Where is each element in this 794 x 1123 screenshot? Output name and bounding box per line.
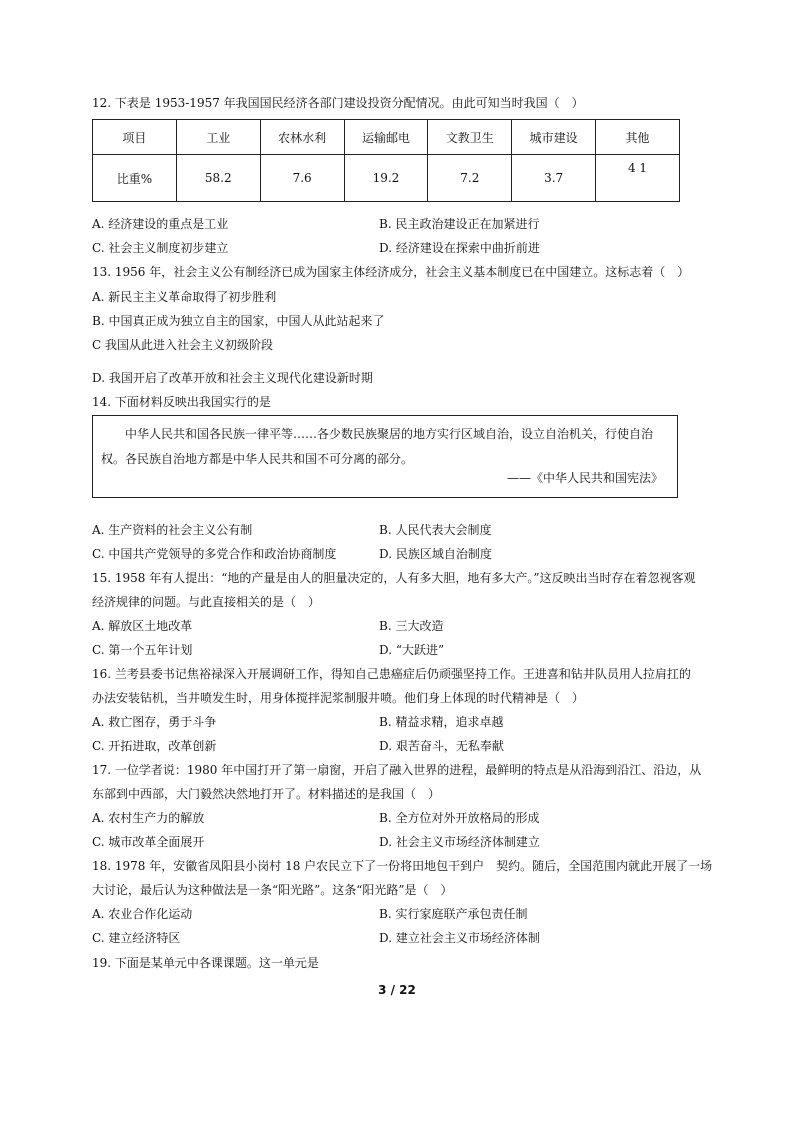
option-a: A. 农村生产力的解放 xyxy=(92,811,205,825)
option-d: D. 建立社会主义市场经济体制 xyxy=(379,931,540,945)
table-cell: 7.2 xyxy=(428,155,512,202)
question-16-stem-cont: 办法安装钻机，当井喷发生时，用身体搅拌泥浆制服井喷。他们身上体现的时代精神是（ ） xyxy=(92,691,585,705)
question-14-stem: 14. 下面材料反映出我国实行的是 xyxy=(92,395,271,409)
option-b: B. 精益求精，追求卓越 xyxy=(379,715,504,729)
question-13-stem: 13. 1956 年，社会主义公有制经济已成为国家主体经济成分，社会主义基本制度已在中国建立。这标志着（ ） xyxy=(92,265,690,279)
option-b: B. 全方位对外开放格局的形成 xyxy=(379,811,540,825)
option-a: A. 救亡图存，勇于斗争 xyxy=(92,715,217,729)
option-b: B. 民主政治建设正在加紧进行 xyxy=(379,217,540,231)
option-d: D. 民族区域自治制度 xyxy=(379,547,492,561)
option-a: A. 新民主主义革命取得了初步胜利 xyxy=(92,290,277,304)
table-header-cell: 运输邮电 xyxy=(344,120,428,155)
page-number: 3 / 22 xyxy=(378,983,416,997)
option-b: B. 中国真正成为独立自主的国家，中国人从此站起来了 xyxy=(92,314,385,328)
table-header-row xyxy=(93,120,680,155)
option-c: C. 中国共产党领导的多党合作和政治协商制度 xyxy=(92,547,337,561)
option-c: C. 第一个五年计划 xyxy=(92,643,193,657)
table-header-cell: 文教卫生 xyxy=(428,120,512,155)
table-cell: 4 1 xyxy=(596,155,680,202)
table-header-cell: 城市建设 xyxy=(512,120,596,155)
table-header-cell: 其他 xyxy=(596,120,680,155)
option-c: C. 建立经济特区 xyxy=(92,931,181,945)
constitution-quote-box xyxy=(92,415,678,498)
option-d: D. 艰苦奋斗，无私奉献 xyxy=(379,739,504,753)
option-d: D. 经济建设在探索中曲折前进 xyxy=(379,241,540,255)
table-row xyxy=(93,155,680,202)
option-a: A. 解放区土地改革 xyxy=(92,619,193,633)
table-cell: 3.7 xyxy=(512,155,596,202)
option-c: C. 城市改革全面展开 xyxy=(92,835,205,849)
question-19-stem: 19. 下面是某单元中各课课题。这一单元是 xyxy=(92,956,319,970)
option-b: B. 人民代表大会制度 xyxy=(379,523,492,537)
question-16-stem: 16. 兰考县委书记焦裕禄深入开展调研工作，得知自己患癌症后仍顽强坚持工作。王进喜和钻井队员用人拉肩扛的 xyxy=(92,667,691,681)
question-15-stem-cont: 经济规律的问题。与此直接相关的是（ ） xyxy=(92,595,321,609)
question-17-stem: 17. 一位学者说：1980 年中国打开了第一扇窗，开启了融入世界的进程，最鲜明的特点是从沿海到沿江、沿边，从 xyxy=(92,763,702,777)
question-18-stem: 18. 1978 年，安徽省凤阳县小岗村 18 户农民立下了一份将田地包干到户 契约。随后，全国范围内就此开展了一场 xyxy=(92,859,713,873)
table-header-cell: 项目 xyxy=(93,120,177,155)
option-d: D. “大跃进” xyxy=(379,643,445,657)
option-d: D. 社会主义市场经济体制建立 xyxy=(379,835,540,849)
option-b: B. 实行家庭联产承包责任制 xyxy=(379,907,528,921)
table-header-cell: 工业 xyxy=(176,120,260,155)
investment-table xyxy=(92,119,680,202)
question-18-stem-cont: 大讨论，最后认为这种做法是一条“阳光路”。这条“阳光路”是（ ） xyxy=(92,883,453,897)
option-a: A. 生产资料的社会主义公有制 xyxy=(92,523,253,537)
option-c: C 我国从此进入社会主义初级阶段 xyxy=(92,338,273,352)
option-a: A. 经济建设的重点是工业 xyxy=(92,217,229,231)
option-b: B. 三大改造 xyxy=(379,619,444,633)
quote-text: 中华人民共和国各民族一律平等……各少数民族聚居的地方实行区域自治，设立自治机关，行使自治权。各民族自治地方都是中华人民共和国不可分离的部分。 xyxy=(101,427,654,466)
table-cell: 19.2 xyxy=(344,155,428,202)
question-15-stem: 15. 1958 年有人提出：“地的产量是由人的胆量决定的，人有多大胆，地有多大产。”这反映出当时存在着忽视客观 xyxy=(92,571,696,585)
option-c: C. 开拓进取，改革创新 xyxy=(92,739,217,753)
question-17-stem-cont: 东部到中西部，大门毅然决然地打开了。材料描述的是我国（ ） xyxy=(92,787,441,801)
table-header-cell: 农林水利 xyxy=(260,120,344,155)
option-d: D. 我国开启了改革开放和社会主义现代化建设新时期 xyxy=(92,371,373,385)
table-cell: 7.6 xyxy=(260,155,344,202)
option-a: A. 农业合作化运动 xyxy=(92,907,193,921)
quote-source: ——《中华人民共和国宪法》 xyxy=(506,471,663,485)
table-cell: 58.2 xyxy=(176,155,260,202)
option-c: C. 社会主义制度初步建立 xyxy=(92,241,229,255)
table-cell: 比重% xyxy=(93,155,177,202)
question-12-stem: 12. 下表是 1953-1957 年我国国民经济各部门建设投资分配情况。由此可知当时我国（ ） xyxy=(92,96,584,110)
